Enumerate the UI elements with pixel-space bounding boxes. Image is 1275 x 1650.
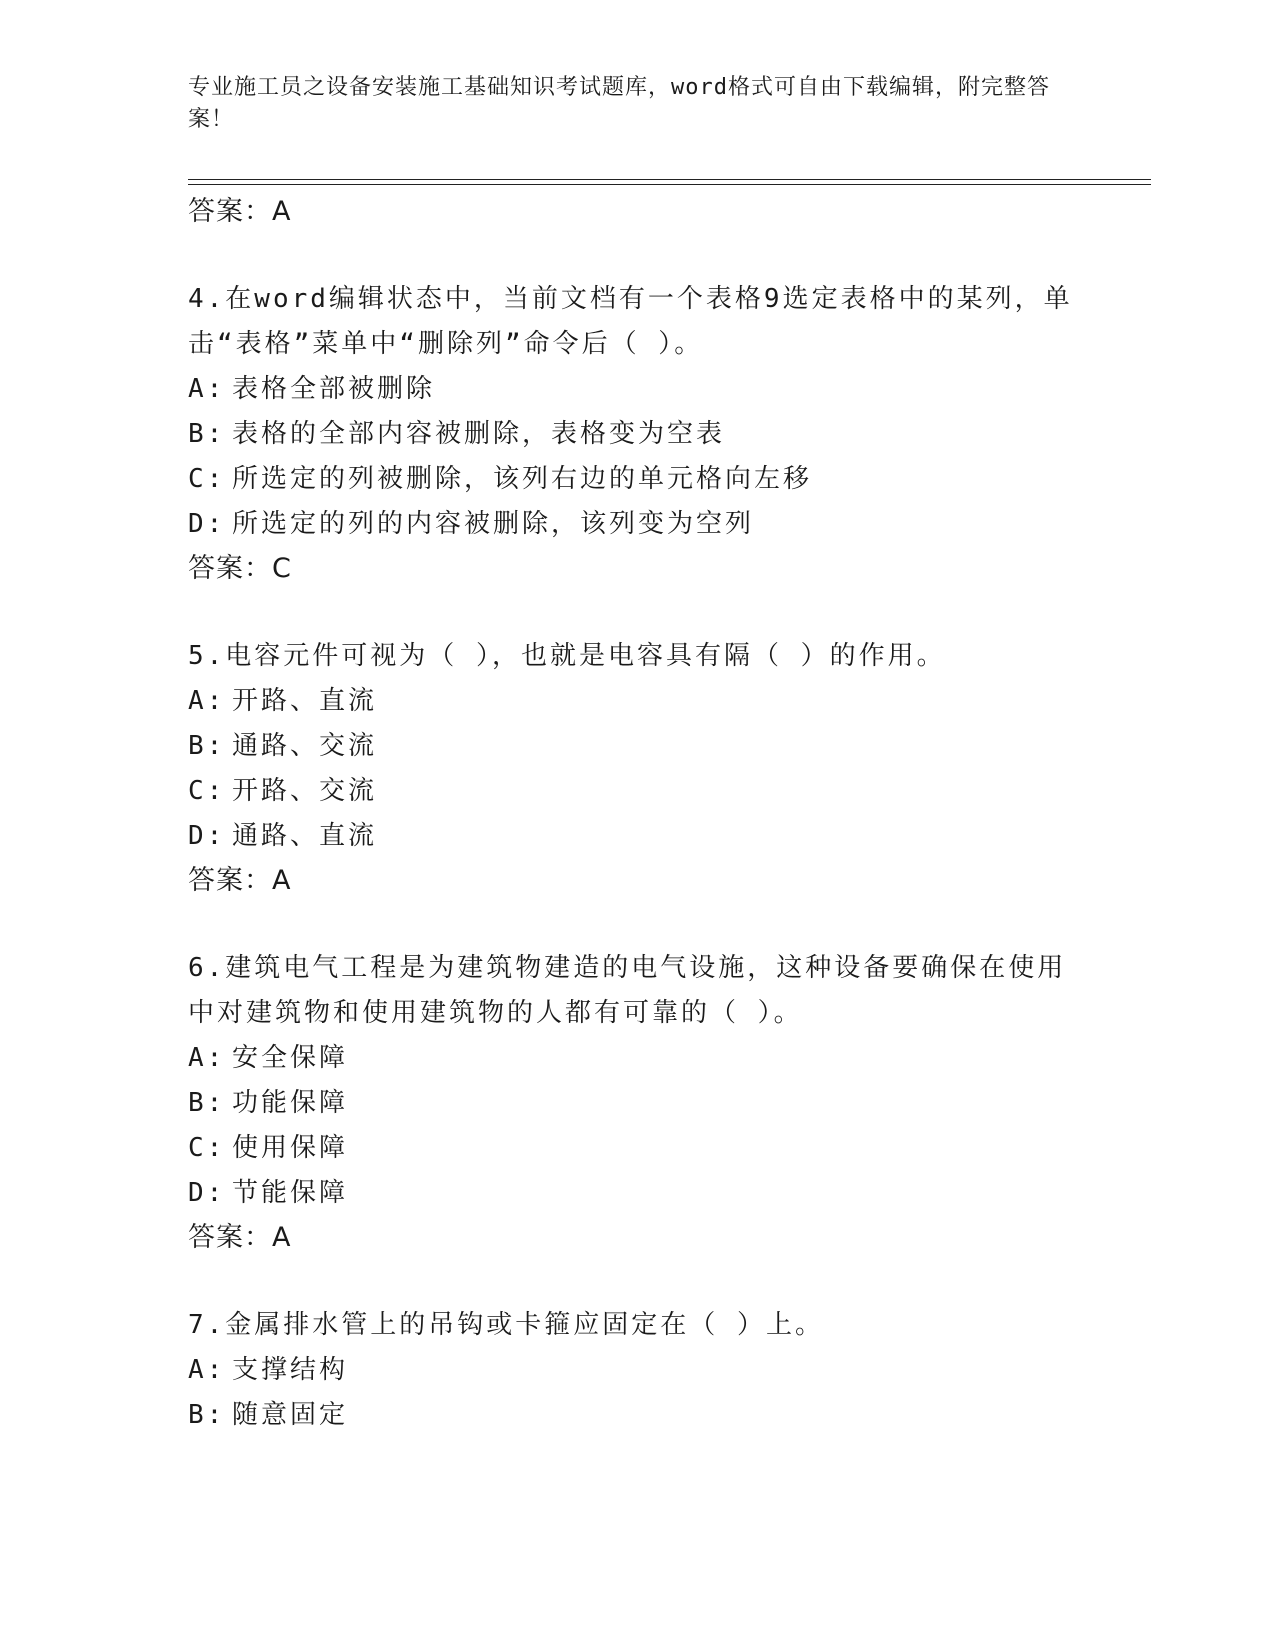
question-stem: 5.电容元件可视为（ ），也就是电容具有隔（ ）的作用。 bbox=[188, 641, 946, 671]
option-letter: B: bbox=[188, 419, 226, 449]
option-a bbox=[188, 679, 1088, 724]
option-text: 表格的全部内容被删除，表格变为空表 bbox=[232, 419, 726, 449]
option-letter: D: bbox=[188, 821, 226, 851]
question-block bbox=[188, 1303, 1088, 1438]
option-text: 所选定的列被删除，该列右边的单元格向左移 bbox=[232, 464, 813, 494]
option-text: 安全保障 bbox=[232, 1043, 349, 1073]
question-list bbox=[188, 190, 1088, 1438]
header-divider-top bbox=[188, 179, 1151, 180]
question-block bbox=[188, 634, 1088, 903]
option-letter: C: bbox=[188, 776, 226, 806]
option-text: 使用保障 bbox=[232, 1133, 349, 1163]
option-letter: D: bbox=[188, 509, 226, 539]
option-text: 支撑结构 bbox=[232, 1355, 349, 1385]
option-b bbox=[188, 1081, 1088, 1126]
option-d bbox=[188, 1171, 1088, 1216]
page-header-title: 专业施工员之设备安装施工基础知识考试题库，word格式可自由下载编辑，附完整答案！ bbox=[188, 75, 1050, 132]
option-letter: A: bbox=[188, 1355, 226, 1385]
option-text: 开路、交流 bbox=[232, 776, 378, 806]
option-text: 所选定的列的内容被删除，该列变为空列 bbox=[232, 509, 755, 539]
option-c bbox=[188, 769, 1088, 814]
option-letter: B: bbox=[188, 1400, 226, 1430]
option-c bbox=[188, 1126, 1088, 1171]
question-stem: 4.在word编辑状态中，当前文档有一个表格9选定表格中的某列，单击“表格”菜单中“删除列”命令后（ ）。 bbox=[188, 284, 1073, 359]
option-text: 通路、交流 bbox=[232, 731, 378, 761]
question-block bbox=[188, 946, 1088, 1260]
answer-line: 答案：A bbox=[188, 1222, 292, 1253]
answer-line: 答案：A bbox=[188, 865, 292, 896]
option-letter: D: bbox=[188, 1178, 226, 1208]
option-letter: A: bbox=[188, 686, 226, 716]
answer-line: 答案：C bbox=[188, 553, 292, 584]
option-text: 开路、直流 bbox=[232, 686, 378, 716]
header-divider-bottom bbox=[188, 184, 1151, 185]
option-text: 表格全部被删除 bbox=[232, 374, 436, 404]
option-letter: B: bbox=[188, 731, 226, 761]
option-b bbox=[188, 724, 1088, 769]
option-text: 通路、直流 bbox=[232, 821, 378, 851]
option-letter: B: bbox=[188, 1088, 226, 1118]
option-text: 功能保障 bbox=[232, 1088, 349, 1118]
option-a bbox=[188, 1348, 1088, 1393]
option-c bbox=[188, 457, 1088, 502]
option-letter: A: bbox=[188, 1043, 226, 1073]
option-letter: A: bbox=[188, 374, 226, 404]
question-stem: 6.建筑电气工程是为建筑物建造的电气设施，这种设备要确保在使用中对建筑物和使用建筑物的人都有可靠的（ ）。 bbox=[188, 953, 1067, 1028]
question-stem: 7.金属排水管上的吊钩或卡箍应固定在（ ）上。 bbox=[188, 1310, 824, 1340]
answer-line: 答案：A bbox=[188, 196, 292, 227]
option-b bbox=[188, 412, 1088, 457]
option-text: 随意固定 bbox=[232, 1400, 349, 1430]
option-text: 节能保障 bbox=[232, 1178, 349, 1208]
option-b bbox=[188, 1393, 1088, 1438]
option-a bbox=[188, 367, 1088, 412]
option-letter: C: bbox=[188, 464, 226, 494]
question-block bbox=[188, 277, 1088, 591]
option-letter: C: bbox=[188, 1133, 226, 1163]
option-a bbox=[188, 1036, 1088, 1081]
option-d bbox=[188, 502, 1088, 547]
option-d bbox=[188, 814, 1088, 859]
